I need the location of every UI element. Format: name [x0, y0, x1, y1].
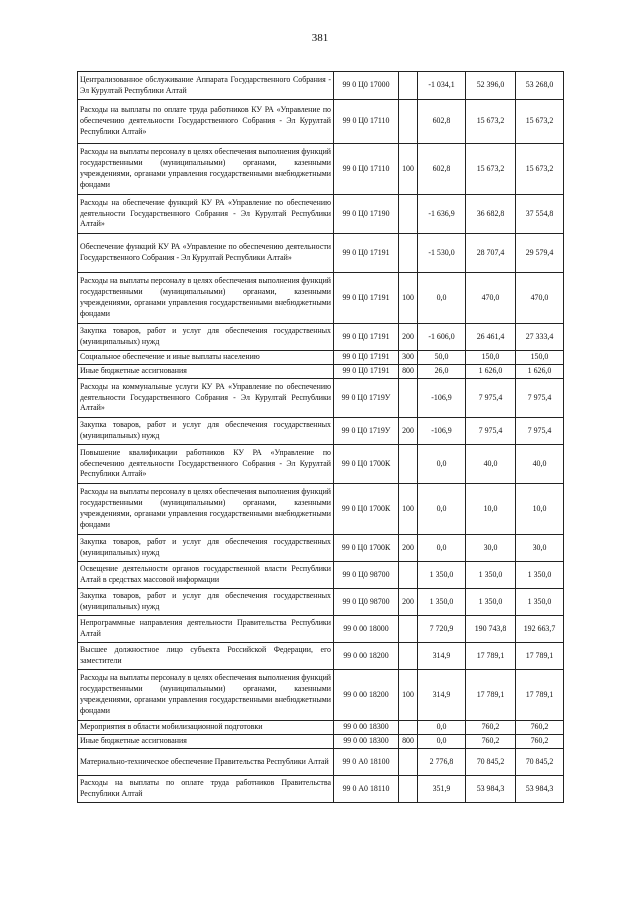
table-row [78, 100, 564, 144]
row-name: Расходы на коммунальные услуги КУ РА «Управление по обеспечению деятельности Государственного Собрания - Эл Курултай Республики Алтай» [78, 379, 334, 418]
table-row [78, 776, 564, 803]
table-row [78, 589, 564, 616]
row-change: 0,0 [418, 721, 466, 735]
row-change: 7 720,9 [418, 616, 466, 643]
row-amount-1: 7 975,4 [466, 418, 516, 445]
row-expense-type: 100 [399, 670, 418, 721]
row-code: 99 0 Ц0 17110 [334, 144, 399, 195]
row-code: 99 0 Ц0 17191 [334, 273, 399, 324]
row-name: Иные бюджетные ассигнования [78, 735, 334, 749]
row-amount-2: 17 789,1 [516, 670, 564, 721]
row-change: -1 636,9 [418, 195, 466, 234]
row-change: 0,0 [418, 445, 466, 484]
row-amount-2: 37 554,8 [516, 195, 564, 234]
row-change: -1 034,1 [418, 72, 466, 100]
table-row [78, 484, 564, 535]
row-amount-2: 1 626,0 [516, 365, 564, 379]
row-name: Расходы на выплаты по оплате труда работников Правительства Республики Алтай [78, 776, 334, 803]
row-amount-1: 53 984,3 [466, 776, 516, 803]
row-expense-type [399, 776, 418, 803]
table-row [78, 418, 564, 445]
row-amount-2: 15 673,2 [516, 100, 564, 144]
row-amount-1: 30,0 [466, 535, 516, 562]
row-code: 99 0 Ц0 17191 [334, 324, 399, 351]
row-change: -1 606,0 [418, 324, 466, 351]
row-change: 602,8 [418, 144, 466, 195]
row-code: 99 0 00 18000 [334, 616, 399, 643]
budget-table [77, 71, 564, 803]
row-change: -1 530,0 [418, 234, 466, 273]
row-amount-2: 70 845,2 [516, 749, 564, 776]
row-expense-type: 800 [399, 735, 418, 749]
row-amount-2: 17 789,1 [516, 643, 564, 670]
row-code: 99 0 Ц0 1719У [334, 418, 399, 445]
row-amount-1: 15 673,2 [466, 100, 516, 144]
row-expense-type [399, 562, 418, 589]
table-row [78, 144, 564, 195]
row-amount-1: 150,0 [466, 351, 516, 365]
row-amount-1: 1 626,0 [466, 365, 516, 379]
row-change: 314,9 [418, 670, 466, 721]
row-amount-2: 53 984,3 [516, 776, 564, 803]
row-name: Расходы на выплаты персоналу в целях обеспечения выполнения функций государственными (муниципальными) органами, казенными учреждениями, органами управления государственными внебюджетными фондами [78, 670, 334, 721]
row-change: 602,8 [418, 100, 466, 144]
row-expense-type [399, 445, 418, 484]
row-code: 99 0 Ц0 1700К [334, 484, 399, 535]
table-row [78, 643, 564, 670]
row-amount-1: 1 350,0 [466, 562, 516, 589]
row-name: Иные бюджетные ассигнования [78, 365, 334, 379]
table-row [78, 72, 564, 100]
row-code: 99 0 Ц0 17110 [334, 100, 399, 144]
row-amount-2: 760,2 [516, 735, 564, 749]
table-row [78, 535, 564, 562]
row-name: Повышение квалификации работников КУ РА «Управление по обеспечению деятельности Государственного Собрания - Эл Курултай Республики Алтай» [78, 445, 334, 484]
row-expense-type: 100 [399, 484, 418, 535]
row-expense-type [399, 195, 418, 234]
row-amount-1: 40,0 [466, 445, 516, 484]
row-amount-1: 52 396,0 [466, 72, 516, 100]
row-amount-2: 30,0 [516, 535, 564, 562]
row-code: 99 0 А0 18100 [334, 749, 399, 776]
table-row [78, 562, 564, 589]
row-expense-type: 200 [399, 589, 418, 616]
row-code: 99 0 Ц0 1719У [334, 379, 399, 418]
table-row [78, 445, 564, 484]
row-amount-1: 760,2 [466, 735, 516, 749]
row-change: 26,0 [418, 365, 466, 379]
row-code: 99 0 00 18300 [334, 721, 399, 735]
row-expense-type [399, 234, 418, 273]
row-code: 99 0 А0 18110 [334, 776, 399, 803]
row-name: Расходы на выплаты персоналу в целях обеспечения выполнения функций государственными (муниципальными) органами, казенными учреждениями, органами управления государственными внебюджетными фондами [78, 144, 334, 195]
row-expense-type [399, 721, 418, 735]
row-amount-1: 760,2 [466, 721, 516, 735]
row-code: 99 0 Ц0 1700К [334, 535, 399, 562]
row-name: Расходы на выплаты персоналу в целях обеспечения выполнения функций государственными (муниципальными) органами, казенными учреждениями, органами управления государственными внебюджетными фондами [78, 484, 334, 535]
row-amount-1: 1 350,0 [466, 589, 516, 616]
row-amount-2: 150,0 [516, 351, 564, 365]
row-amount-2: 7 975,4 [516, 379, 564, 418]
row-name: Закупка товаров, работ и услуг для обеспечения государственных (муниципальных) нужд [78, 589, 334, 616]
row-amount-1: 70 845,2 [466, 749, 516, 776]
row-amount-1: 470,0 [466, 273, 516, 324]
row-code: 99 0 00 18200 [334, 643, 399, 670]
row-amount-2: 10,0 [516, 484, 564, 535]
row-name: Материально-техническое обеспечение Правительства Республики Алтай [78, 749, 334, 776]
row-expense-type [399, 616, 418, 643]
row-amount-1: 36 682,8 [466, 195, 516, 234]
row-amount-2: 53 268,0 [516, 72, 564, 100]
page-number: 381 [311, 32, 329, 44]
row-amount-2: 1 350,0 [516, 589, 564, 616]
row-expense-type [399, 379, 418, 418]
row-code: 99 0 Ц0 17000 [334, 72, 399, 100]
row-expense-type: 200 [399, 535, 418, 562]
row-name: Обеспечение функций КУ РА «Управление по обеспечению деятельности Государственного Собрания - Эл Курултай Республики Алтай» [78, 234, 334, 273]
row-code: 99 0 00 18300 [334, 735, 399, 749]
row-name: Освещение деятельности органов государственной власти Республики Алтай в средствах массовой информации [78, 562, 334, 589]
row-change: 0,0 [418, 735, 466, 749]
row-code: 99 0 Ц0 17190 [334, 195, 399, 234]
table-row [78, 351, 564, 365]
row-change: 0,0 [418, 484, 466, 535]
row-code: 99 0 Ц0 1700К [334, 445, 399, 484]
row-name: Непрограммные направления деятельности Правительства Республики Алтай [78, 616, 334, 643]
row-amount-2: 7 975,4 [516, 418, 564, 445]
row-name: Закупка товаров, работ и услуг для обеспечения государственных (муниципальных) нужд [78, 324, 334, 351]
row-expense-type: 800 [399, 365, 418, 379]
row-name: Расходы на выплаты персоналу в целях обеспечения выполнения функций государственными (муниципальными) органами, казенными учреждениями, органами управления государственными внебюджетными фондами [78, 273, 334, 324]
row-amount-2: 192 663,7 [516, 616, 564, 643]
row-name: Высшее должностное лицо субъекта Российской Федерации, его заместители [78, 643, 334, 670]
row-change: -106,9 [418, 379, 466, 418]
row-amount-1: 7 975,4 [466, 379, 516, 418]
row-name: Расходы на обеспечение функций КУ РА «Управление по обеспечению деятельности Государственного Собрания - Эл Курултай Республики Алтай» [78, 195, 334, 234]
row-amount-2: 40,0 [516, 445, 564, 484]
row-expense-type: 200 [399, 418, 418, 445]
row-amount-2: 1 350,0 [516, 562, 564, 589]
row-amount-1: 17 789,1 [466, 670, 516, 721]
row-change: -106,9 [418, 418, 466, 445]
row-amount-1: 15 673,2 [466, 144, 516, 195]
row-expense-type [399, 749, 418, 776]
row-code: 99 0 Ц0 98700 [334, 589, 399, 616]
table-row [78, 749, 564, 776]
table-row [78, 670, 564, 721]
row-change: 50,0 [418, 351, 466, 365]
row-code: 99 0 Ц0 98700 [334, 562, 399, 589]
table-row [78, 195, 564, 234]
row-change: 0,0 [418, 273, 466, 324]
table-row [78, 273, 564, 324]
row-code: 99 0 Ц0 17191 [334, 234, 399, 273]
table-row [78, 324, 564, 351]
row-amount-1: 190 743,8 [466, 616, 516, 643]
table-row [78, 735, 564, 749]
row-amount-1: 10,0 [466, 484, 516, 535]
row-change: 1 350,0 [418, 562, 466, 589]
row-expense-type [399, 100, 418, 144]
row-name: Закупка товаров, работ и услуг для обеспечения государственных (муниципальных) нужд [78, 418, 334, 445]
table-row [78, 721, 564, 735]
row-name: Расходы на выплаты по оплате труда работников КУ РА «Управление по обеспечению деятельности Государственного Собрания - Эл Курултай Республики Алтай» [78, 100, 334, 144]
row-change: 0,0 [418, 535, 466, 562]
row-code: 99 0 Ц0 17191 [334, 351, 399, 365]
row-change: 314,9 [418, 643, 466, 670]
row-amount-1: 28 707,4 [466, 234, 516, 273]
row-change: 2 776,8 [418, 749, 466, 776]
row-amount-1: 17 789,1 [466, 643, 516, 670]
row-name: Мероприятия в области мобилизационной подготовки [78, 721, 334, 735]
budget-table-body [78, 72, 564, 803]
row-amount-2: 470,0 [516, 273, 564, 324]
row-change: 351,9 [418, 776, 466, 803]
table-row [78, 234, 564, 273]
row-change: 1 350,0 [418, 589, 466, 616]
row-amount-2: 760,2 [516, 721, 564, 735]
row-code: 99 0 Ц0 17191 [334, 365, 399, 379]
table-row [78, 616, 564, 643]
row-expense-type: 300 [399, 351, 418, 365]
row-code: 99 0 00 18200 [334, 670, 399, 721]
row-amount-2: 29 579,4 [516, 234, 564, 273]
row-expense-type: 100 [399, 273, 418, 324]
row-name: Централизованное обслуживание Аппарата Государственного Собрания - Эл Курултай Республики Алтай [78, 72, 334, 100]
row-expense-type [399, 643, 418, 670]
row-amount-2: 15 673,2 [516, 144, 564, 195]
row-expense-type: 100 [399, 144, 418, 195]
table-row [78, 365, 564, 379]
row-name: Закупка товаров, работ и услуг для обеспечения государственных (муниципальных) нужд [78, 535, 334, 562]
table-row [78, 379, 564, 418]
row-name: Социальное обеспечение и иные выплаты населению [78, 351, 334, 365]
row-amount-1: 26 461,4 [466, 324, 516, 351]
row-expense-type: 200 [399, 324, 418, 351]
row-amount-2: 27 333,4 [516, 324, 564, 351]
row-expense-type [399, 72, 418, 100]
